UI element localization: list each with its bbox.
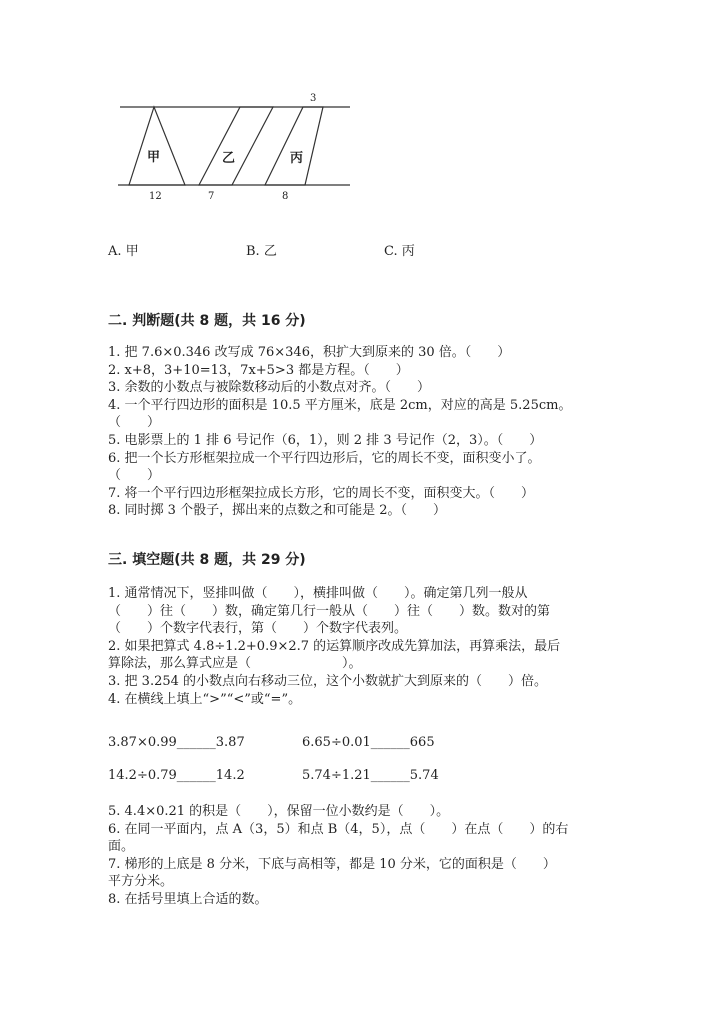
question-line: 平方分米。 — [108, 874, 174, 890]
question-line: 1. 把 7.6×0.346 改写成 76×346，积扩大到原来的 30 倍。（ ） — [108, 345, 511, 360]
section-3-title: 三. 填空题(共 8 题，共 29 分) — [108, 552, 306, 568]
label-yi: 乙 — [222, 151, 236, 166]
label-bing: 丙 — [290, 151, 304, 166]
question-line: 3. 余数的小数点与被除数移动后的小数点对齐。（ ） — [108, 380, 431, 396]
question-line: 面。 — [108, 839, 135, 855]
question-line: （ ） — [108, 468, 161, 484]
question-line: 7. 将一个平行四边形框架拉成长方形，它的周长不变，面积变大。（ ） — [108, 485, 535, 501]
bottom-number-7: 7 — [208, 191, 215, 202]
comparison-4: 5.74÷1.21______5.74 — [302, 768, 439, 783]
question-line: 2. 如果把算式 4.8÷1.2+0.9×2.7 的运算顺序改成先算加法，再算乘法，最后 — [108, 638, 561, 654]
top-number: 3 — [310, 93, 317, 104]
question-line: 5. 电影票上的 1 排 6 号记作（6，1），则 2 排 3 号记作（2，3）。（ ） — [108, 432, 543, 448]
question-line: （ ）往（ ）数，确定第几行一般从（ ）往（ ）数。数对的第 — [108, 603, 551, 619]
comparison-3: 14.2÷0.79______14.2 — [108, 768, 245, 783]
comparison-2: 6.65÷0.01______665 — [302, 735, 435, 750]
option-a[interactable]: A. 甲 — [108, 244, 139, 259]
label-jia: 甲 — [147, 150, 161, 165]
parallelogram-yi — [199, 107, 273, 185]
question-line: 8. 在括号里填上合适的数。 — [108, 891, 268, 907]
fill-in-questions-part-b — [108, 803, 608, 909]
question-line: 3. 把 3.254 的小数点向右移动三位，这个小数就扩大到原来的（ ）倍。 — [108, 673, 548, 689]
true-false-questions — [108, 344, 608, 520]
question-line: 6. 把一个长方形框架拉成一个平行四边形后，它的周长不变，面积变小了。 — [108, 450, 541, 466]
question-line: （ ） — [108, 415, 161, 431]
question-line: 算除法，那么算式应是（ ）。 — [108, 656, 362, 672]
section-2-title: 二. 判断题(共 8 题，共 16 分) — [108, 313, 306, 329]
question-line: 1. 通常情况下，竖排叫做（ ），横排叫做（ ）。确定第几列一般从 — [108, 586, 528, 601]
question-line: 6. 在同一平面内，点 A（3，5）和点 B（4，5），点（ ）在点（ ）的右 — [108, 821, 569, 837]
question-line: 5. 4.4×0.21 的积是（ ），保留一位小数约是（ ）。 — [108, 804, 450, 819]
question-line: （ ）个数字代表行，第（ ）个数字代表列。 — [108, 621, 408, 637]
comparison-1: 3.87×0.99______3.87 — [108, 735, 245, 750]
option-b[interactable]: B. 乙 — [246, 244, 277, 259]
question-line: 4. 一个平行四边形的面积是 10.5 平方厘米，底是 2cm，对应的高是 5.25cm。 — [108, 397, 572, 413]
question-line: 8. 同时掷 3 个骰子，掷出来的点数之和可能是 2。（ ） — [108, 503, 446, 519]
question-line: 2. x+8，3+10=13，7x+5>3 都是方程。（ ） — [108, 362, 409, 378]
parallel-lines-figure — [112, 88, 362, 206]
triangle-jia — [129, 107, 185, 185]
fill-in-questions-part-a — [108, 585, 608, 708]
bottom-number-12: 12 — [149, 191, 162, 202]
question-line: 4. 在横线上填上“>”“<”或“=”。 — [108, 691, 302, 707]
bottom-number-8: 8 — [282, 191, 289, 202]
trapezoid-bing — [265, 107, 323, 185]
question-line: 7. 梯形的上底是 8 分米，下底与高相等，都是 10 分米，它的面积是（ ） — [108, 856, 556, 872]
option-c[interactable]: C. 丙 — [384, 244, 415, 259]
